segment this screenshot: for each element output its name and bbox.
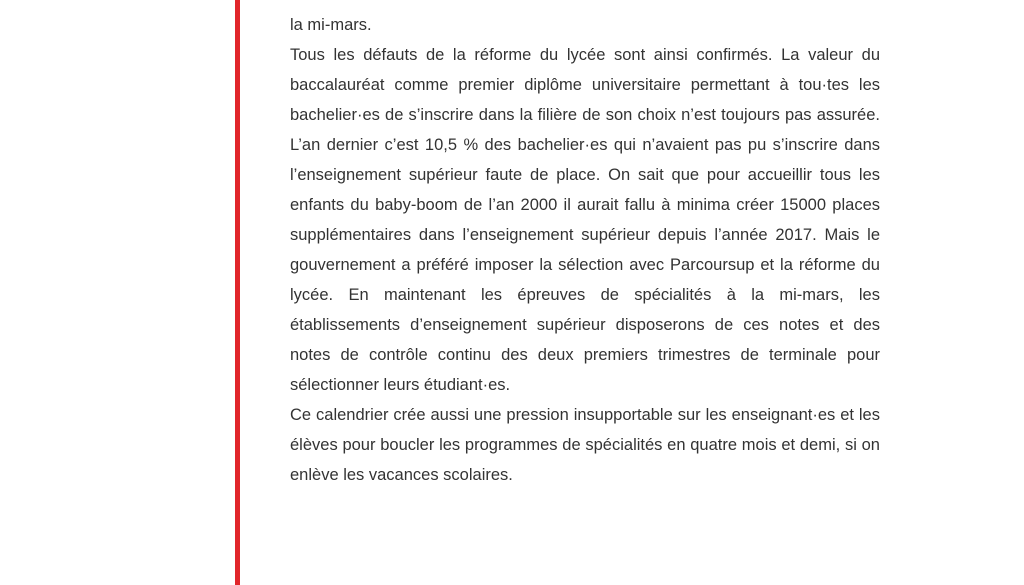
article-accent-bar — [235, 0, 240, 585]
paragraph-reforme: Tous les défauts de la réforme du lycée sont ainsi confirmés. La valeur du baccalauréat comme premier diplôme universitaire permettant à tou·tes les bachelier·es de s’inscrire dans la filière de son choix n’est toujours pas assurée. L’an dernier c’est 10,5 % des bachelier·es qui n’avaient pas pu s’inscrire dans l’enseignement supérieur faute de place. On sait que pour accueillir tous les enfants du baby-boom de l’an 2000 il aurait fallu à minima créer 15000 places supplémentaires dans l’enseignement supérieur depuis l’année 2017. Mais le gouvernement a préféré imposer la sélection avec Parcoursup et la réforme du lycée. En maintenant les épreuves de spécialités à la mi-mars, les établissements d’enseignement supérieur disposerons de ces notes et des notes de contrôle continu des deux premiers trimestres de terminale pour sélectionner leurs étudiant·es. — [290, 46, 880, 394]
paragraph-calendrier: Ce calendrier crée aussi une pression insupportable sur les enseignant·es et les élèves pour boucler les programmes de spécialités en quatre mois et demi, si on enlève les vacances scolaires. — [290, 406, 880, 484]
paragraph-fragment: la mi-mars. — [290, 16, 372, 34]
article-body — [290, 10, 880, 490]
